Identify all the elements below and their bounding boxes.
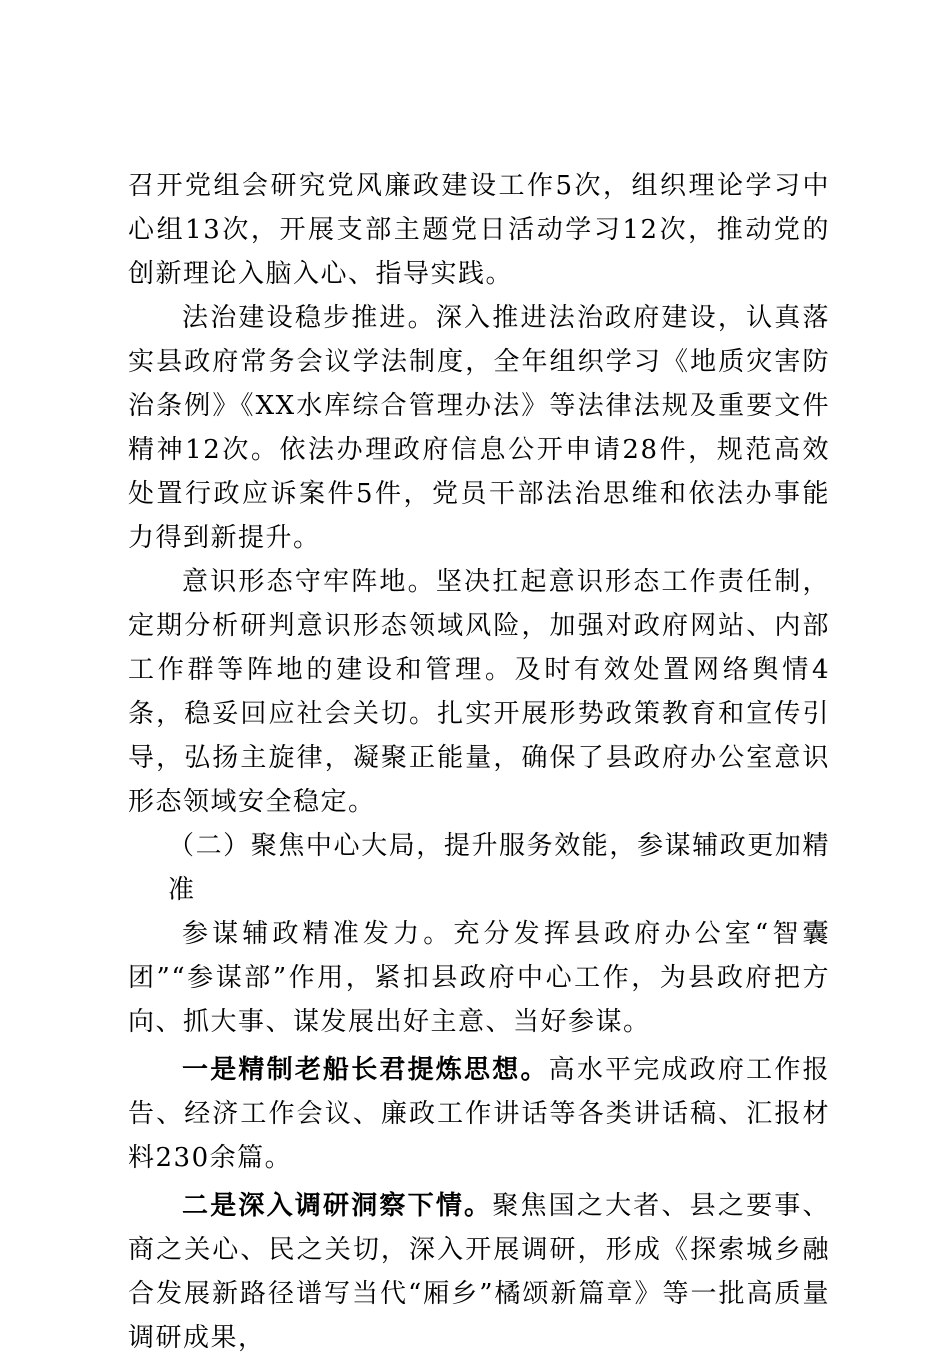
paragraph-advisory xyxy=(128,912,830,1044)
paragraph-text: 参谋辅政精准发力。充分发挥县政府办公室“智囊团”“参谋部”作用，紧扣县政府中心工作，为县政府把方向、抓大事、谋发展出好主意、当好参谋。 xyxy=(128,919,830,1037)
paragraph-point-one xyxy=(128,1048,830,1180)
paragraph-lead: 二是深入调研洞察下情。 xyxy=(182,1191,493,1221)
paragraph-text: 意识形态守牢阵地。坚决扛起意识形态工作责任制，定期分析研判意识形态领域风险，加强对政府网站、内部工作群等阵地的建设和管理。及时有效处置网络舆情4条，稳妥回应社会关切。扎实开展形势政策教育和宣传引导，弘扬主旋律，凝聚正能量，确保了县政府办公室意识形态领域安全稳定。 xyxy=(128,567,830,817)
paragraph-point-two xyxy=(128,1184,830,1360)
section-heading-text: （二）聚焦中心大局，提升服务效能，参谋辅政更加精准 xyxy=(168,831,830,905)
document-body xyxy=(128,164,830,1360)
paragraph-text: 召开党组会研究党风廉政建设工作5次，组织理论学习中心组13次，开展支部主题党日活动学习12次，推动党的创新理论入脑入心、指导实践。 xyxy=(128,171,830,289)
section-heading xyxy=(128,824,830,912)
paragraph-rule-of-law xyxy=(128,296,830,560)
paragraph-party-study xyxy=(128,164,830,296)
paragraph-ideology xyxy=(128,560,830,824)
paragraph-lead: 一是精制老船长君提炼思想。 xyxy=(182,1055,549,1085)
paragraph-text: 高水平完成政府工作报告、经济工作会议、廉政工作讲话等各类讲话稿、汇报材料230余篇。 xyxy=(128,1055,830,1173)
paragraph-text: 聚焦国之大者、县之要事、商之关心、民之关切，深入开展调研，形成《探索城乡融合发展新路径谱写当代“厢乡”橘颂新篇章》等一批高质量调研成果， xyxy=(128,1191,830,1353)
paragraph-text: 法治建设稳步推进。深入推进法治政府建设，认真落实县政府常务会议学法制度，全年组织学习《地质灾害防治条例》《XX水库综合管理办法》等法律法规及重要文件精神12次。依法办理政府信息公开申请28件，规范高效处置行政应诉案件5件，党员干部法治思维和依法办事能力得到新提升。 xyxy=(128,303,830,553)
